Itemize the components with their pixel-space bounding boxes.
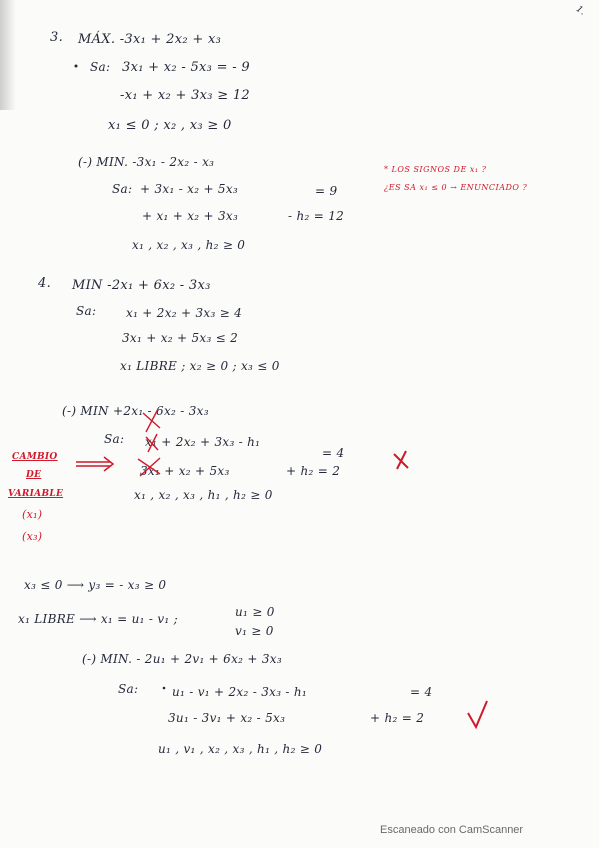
cambio-label-line-1: CAMBIO bbox=[12, 452, 58, 462]
cambio-x3: (x₃) bbox=[22, 530, 43, 543]
ex3-red-note-2: ¿ES SA x₁ ≤ 0 → ENUNCIADO ? bbox=[384, 183, 528, 192]
ex4-final-constraint-2-rhs: + h₂ = 2 bbox=[370, 711, 425, 725]
ex3-std-objective: (-) MIN. -3x₁ - 2x₂ - x₃ bbox=[78, 155, 215, 169]
ex4-std-domain: x₁ , x₂ , x₃ , h₁ , h₂ ≥ 0 bbox=[134, 488, 273, 502]
check-mark-icon bbox=[468, 701, 487, 727]
ex3-red-note-1: * LOS SIGNOS DE x₁ ? bbox=[384, 165, 487, 174]
ex3-domain: x₁ ≤ 0 ; x₂ , x₃ ≥ 0 bbox=[108, 118, 232, 133]
ex3-sa-label: Sa: bbox=[90, 60, 111, 74]
sub-v1-nonneg: v₁ ≥ 0 bbox=[235, 624, 274, 638]
ex4-std-objective: (-) MIN +2x₁ - 6x₂ - 3x₃ bbox=[62, 404, 209, 418]
cambio-x1: (x₁) bbox=[22, 508, 43, 521]
bullet-dot bbox=[75, 65, 78, 68]
ex3-std-constraint-1-rhs: = 9 bbox=[315, 184, 338, 198]
ex3-std-constraint-2-rhs: - h₂ = 12 bbox=[288, 209, 345, 223]
right-arrow-icon bbox=[76, 457, 113, 471]
bullet-dot bbox=[163, 687, 166, 690]
ex4-final-constraint-1-rhs: = 4 bbox=[410, 685, 433, 699]
ex4-number: 4. bbox=[38, 276, 52, 291]
ex4-final-constraint-2: 3u₁ - 3v₁ + x₂ - 5x₃ bbox=[168, 711, 286, 725]
sub-x3: x₃ ≤ 0 ⟶ y₃ = - x₃ ≥ 0 bbox=[24, 578, 167, 592]
ex4-constraint-1: x₁ + 2x₂ + 3x₃ ≥ 4 bbox=[126, 306, 243, 320]
ex4-objective: MIN -2x₁ + 6x₂ - 3x₃ bbox=[72, 278, 211, 293]
ex3-constraint-1: 3x₁ + x₂ - 5x₃ = - 9 bbox=[122, 60, 250, 75]
ex4-final-constraint-1: u₁ - v₁ + 2x₂ - 3x₃ - h₁ bbox=[172, 685, 308, 699]
sub-x1: x₁ LIBRE ⟶ x₁ = u₁ - v₁ ; bbox=[18, 612, 178, 626]
ex4-std-sa-label: Sa: bbox=[104, 432, 125, 446]
ex4-final-domain: u₁ , v₁ , x₂ , x₃ , h₁ , h₂ ≥ 0 bbox=[158, 742, 323, 756]
ex3-std-sa-label: Sa: bbox=[112, 182, 133, 196]
ex4-domain: x₁ LIBRE ; x₂ ≥ 0 ; x₃ ≤ 0 bbox=[120, 359, 280, 373]
ex3-objective: MÁX. -3x₁ + 2x₂ + x₃ bbox=[78, 32, 222, 47]
ex4-std-constraint-2-rhs: + h₂ = 2 bbox=[286, 464, 341, 478]
cross-mark-icon bbox=[394, 451, 408, 469]
ex3-std-constraint-2: + x₁ + x₂ + 3x₃ bbox=[142, 209, 239, 223]
cambio-label-line-2: DE bbox=[26, 470, 42, 480]
ex3-std-constraint-1: + 3x₁ - x₂ + 5x₃ bbox=[140, 182, 239, 196]
corner-mark: 1. bbox=[573, 4, 588, 18]
ex3-std-domain: x₁ , x₂ , x₃ , h₂ ≥ 0 bbox=[132, 238, 246, 252]
ex3-number: 3. bbox=[50, 30, 64, 45]
scan-edge-shadow bbox=[0, 0, 16, 110]
ex4-std-constraint-1-rhs: = 4 bbox=[322, 446, 345, 460]
ex3-constraint-2: -x₁ + x₂ + 3x₃ ≥ 12 bbox=[120, 88, 251, 103]
ex4-constraint-2: 3x₁ + x₂ + 5x₃ ≤ 2 bbox=[122, 331, 239, 345]
ex4-final-sa-label: Sa: bbox=[118, 682, 139, 696]
ex4-std-constraint-2: 3x₁ + x₂ + 5x₃ bbox=[140, 464, 230, 478]
ex4-sa-label: Sa: bbox=[76, 304, 97, 318]
ex4-std-constraint-1: x₁ + 2x₂ + 3x₃ - h₁ bbox=[145, 435, 261, 449]
scanner-watermark: Escaneado con CamScanner bbox=[380, 824, 524, 836]
cambio-label-line-3: VARIABLE bbox=[8, 489, 64, 499]
sub-u1-nonneg: u₁ ≥ 0 bbox=[235, 605, 275, 619]
ex4-final-objective: (-) MIN. - 2u₁ + 2v₁ + 6x₂ + 3x₃ bbox=[82, 652, 282, 666]
